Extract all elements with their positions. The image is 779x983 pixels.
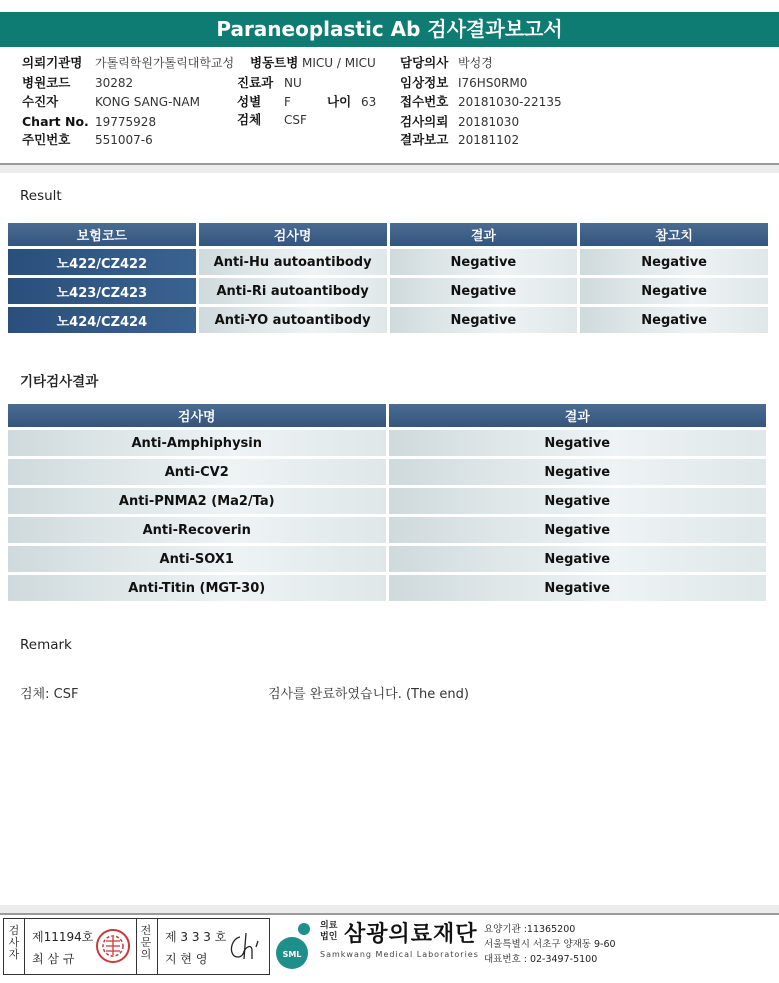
chart-label: Chart No. bbox=[22, 114, 89, 129]
col-name-header: 검사명 bbox=[199, 223, 387, 246]
request-label: 검사의뢰 bbox=[400, 114, 449, 129]
test-name: Anti-Recoverin bbox=[8, 517, 386, 543]
insurance-code: 노423/CZ423 bbox=[8, 278, 196, 304]
signature-icon bbox=[226, 929, 264, 965]
test-result: Negative bbox=[389, 517, 767, 543]
table-row bbox=[8, 278, 768, 304]
logo-text: SML bbox=[282, 950, 302, 959]
other-section-title: 기타검사결과 bbox=[20, 374, 99, 390]
footer-divider bbox=[0, 905, 779, 915]
other-results-table bbox=[5, 401, 769, 604]
lab-english-name: Samkwang Medical Laboratories bbox=[320, 950, 479, 959]
inspector-label-text: 검사자 bbox=[8, 924, 20, 961]
table-row bbox=[8, 430, 766, 456]
remark-end: 검사를 완료하였습니다. (The end) bbox=[268, 687, 469, 702]
sex-label: 성별 bbox=[237, 94, 262, 109]
clinical-label: 임상정보 bbox=[400, 75, 449, 90]
insurance-code: 노424/CZ424 bbox=[8, 307, 196, 333]
insurance-code: 노422/CZ422 bbox=[8, 249, 196, 275]
result-table bbox=[5, 220, 771, 336]
hospcode-label: 병원코드 bbox=[22, 75, 71, 90]
reference-value: Negative bbox=[580, 249, 768, 275]
ward-value: MICU / MICU bbox=[302, 56, 376, 70]
seal-stamp-icon bbox=[94, 927, 132, 965]
dept-value: NU bbox=[284, 76, 302, 90]
test-name: Anti-PNMA2 (Ma2/Ta) bbox=[8, 488, 386, 514]
doctor-value: 박성경 bbox=[458, 56, 493, 70]
table-row bbox=[8, 249, 768, 275]
reference-value: Negative bbox=[580, 307, 768, 333]
age-value: 63 bbox=[361, 95, 377, 109]
report-date-value: 20181102 bbox=[458, 133, 520, 147]
signature-box bbox=[3, 918, 270, 975]
sex-value: F bbox=[284, 95, 291, 109]
col-result-header: 결과 bbox=[390, 223, 578, 246]
request-value: 20181030 bbox=[458, 115, 520, 129]
test-result: Negative bbox=[390, 249, 578, 275]
inspector-number: 제11194호 bbox=[32, 930, 94, 944]
col-reference-header: 참고치 bbox=[580, 223, 768, 246]
inspector-label bbox=[6, 919, 22, 980]
specialist-label bbox=[138, 919, 154, 980]
hospital-value: 가톨릭학원가톨릭대학교성 bbox=[95, 56, 235, 70]
reference-value: Negative bbox=[580, 278, 768, 304]
table-row bbox=[8, 488, 766, 514]
divider bbox=[24, 919, 25, 974]
specialist-number: 제 3 3 3 호 bbox=[165, 930, 227, 944]
table-row bbox=[8, 307, 768, 333]
test-name: Anti-Amphiphysin bbox=[8, 430, 386, 456]
patient-value: KONG SANG-NAM bbox=[95, 95, 200, 109]
lab-phone: 대표번호 : 02-3497-5100 bbox=[484, 954, 598, 965]
divider bbox=[157, 919, 158, 974]
report-title: Paraneoplastic Ab 검사결과보고서 bbox=[0, 12, 779, 47]
test-result: Negative bbox=[389, 430, 767, 456]
test-result: Negative bbox=[389, 575, 767, 601]
test-name: Anti-YO autoantibody bbox=[199, 307, 387, 333]
col-result-header: 결과 bbox=[389, 404, 767, 427]
test-name: Anti-CV2 bbox=[8, 459, 386, 485]
test-result: Negative bbox=[390, 278, 578, 304]
agency-number: 요양기관 :11365200 bbox=[484, 924, 576, 935]
doctor-label: 담당의사 bbox=[400, 55, 449, 70]
corp-label: 의료 법인 bbox=[320, 921, 338, 942]
test-result: Negative bbox=[389, 488, 767, 514]
remark-specimen: 검체: CSF bbox=[20, 687, 79, 702]
ssn-value: 551007-6 bbox=[95, 133, 153, 147]
divider bbox=[136, 919, 137, 974]
col-code-header: 보험코드 bbox=[8, 223, 196, 246]
ssn-label: 주민번호 bbox=[22, 132, 71, 147]
test-result: Negative bbox=[389, 546, 767, 572]
test-name: Anti-Titin (MGT-30) bbox=[8, 575, 386, 601]
test-name: Anti-Hu autoantibody bbox=[199, 249, 387, 275]
lab-info bbox=[484, 922, 616, 967]
specialist-name: 지 현 영 bbox=[165, 952, 208, 966]
dept-label: 진료과 bbox=[237, 75, 274, 90]
remark-section-title: Remark bbox=[20, 637, 72, 653]
result-section-title: Result bbox=[20, 188, 62, 204]
test-result: Negative bbox=[389, 459, 767, 485]
test-name: Anti-Ri autoantibody bbox=[199, 278, 387, 304]
inspector-name: 최 삼 규 bbox=[32, 952, 75, 966]
ward-label: 병동트병 bbox=[250, 55, 299, 70]
receipt-label: 접수번호 bbox=[400, 94, 449, 109]
hospcode-value: 30282 bbox=[95, 76, 134, 90]
specialist-label-text: 전문의 bbox=[140, 924, 152, 961]
report-date-label: 결과보고 bbox=[400, 132, 449, 147]
other-header-row bbox=[8, 404, 766, 427]
lab-name: 삼광의료재단 bbox=[344, 922, 478, 947]
clinical-value: I76HS0RM0 bbox=[458, 76, 528, 90]
result-header-row bbox=[8, 223, 768, 246]
table-row bbox=[8, 575, 766, 601]
hospital-label: 의뢰기관명 bbox=[22, 55, 83, 70]
header-divider-band bbox=[0, 165, 779, 173]
test-result: Negative bbox=[390, 307, 578, 333]
chart-value: 19775928 bbox=[95, 115, 157, 129]
specimen-label: 검체 bbox=[237, 112, 262, 127]
patient-label: 수진자 bbox=[22, 94, 59, 109]
sml-logo-icon bbox=[272, 919, 320, 971]
table-row bbox=[8, 459, 766, 485]
col-test-name-header: 검사명 bbox=[8, 404, 386, 427]
specimen-value: CSF bbox=[284, 113, 307, 127]
age-label: 나이 bbox=[327, 94, 352, 109]
test-name: Anti-SOX1 bbox=[8, 546, 386, 572]
lab-address: 서울특별시 서초구 양재동 9-60 bbox=[484, 939, 616, 950]
table-row bbox=[8, 546, 766, 572]
receipt-value: 20181030-22135 bbox=[458, 95, 562, 109]
table-row bbox=[8, 517, 766, 543]
